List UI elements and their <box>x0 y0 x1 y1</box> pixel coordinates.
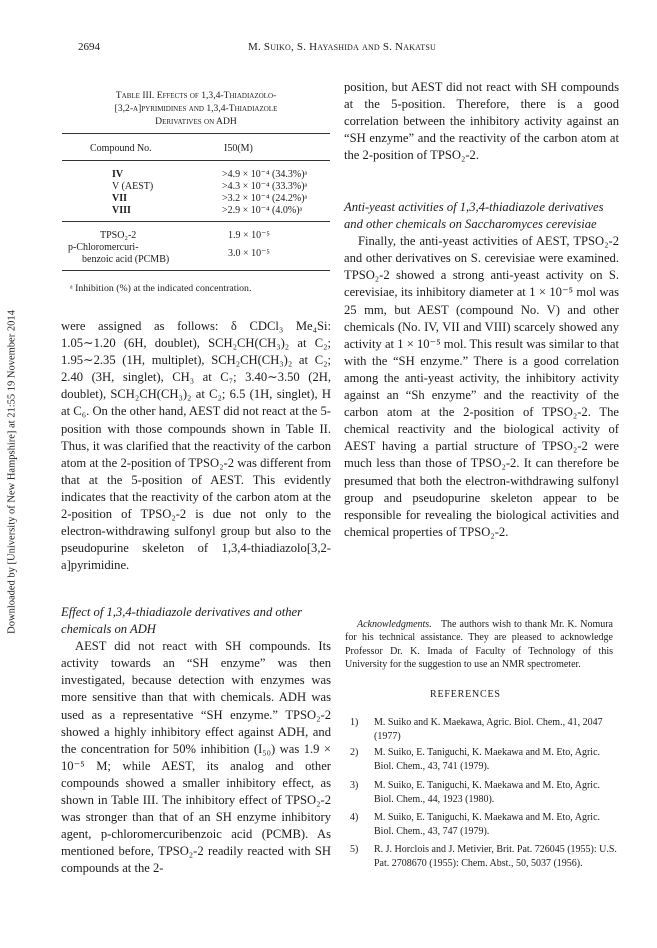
section-heading: Anti-yeast activities of 1,3,4-thiadiazole derivatives and other chemicals on Saccharomyces cerevisiae <box>344 200 604 232</box>
reference-item <box>350 811 618 838</box>
table-row-compound: V (AEST) <box>112 181 154 192</box>
table-row-compound: VIII <box>112 205 131 216</box>
table-row-compound: IV <box>112 169 124 180</box>
references-heading: REFERENCES <box>430 689 501 700</box>
reference-text: M. Suiko, E. Taniguchi, K. Maekawa and M. Eto, Agric. Biol. Chem., 43, 741 (1979). <box>374 747 601 772</box>
ack-text: The authors wish to thank Mr. K. Nomura for his technical assistance. They are pleased to acknowledge Professor Dr. K. Imada of Faculty of Technology of this University for the suggestion to use an NMR spectrometer. <box>345 619 613 671</box>
reference-number: 5) <box>350 844 359 855</box>
body-paragraph: position, but AEST did not react with SH compounds at the 5-position. Therefore, there is a good correlation between the inhibitory activity against an “SH enzyme” and the reactivity of the carbon atom at the 2-position of TPSO₂-2. <box>344 80 619 163</box>
table-header-rule <box>62 160 330 161</box>
section-heading: Effect of 1,3,4-thiadiazole derivatives and other chemicals on ADH <box>61 605 302 637</box>
acknowledgments <box>345 618 613 672</box>
left-column-text-1 <box>61 318 331 574</box>
page-number: 2694 <box>78 41 100 53</box>
right-column-text-1 <box>344 79 619 164</box>
reference-text: R. J. Horclois and J. Metivier, Brit. Pat. 726045 (1955): U.S. Pat. 2708670 (1955): Chem. Abst., 50, 5037 (1956). <box>374 844 617 869</box>
table-caption-line: Table III. Effects of 1,3,4-Thiadiazolo- <box>115 90 277 101</box>
table-caption <box>62 89 330 128</box>
table-caption-line: [3,2-a]pyrimidines and 1,3,4-Thiadiazole <box>114 103 278 114</box>
body-paragraph: Finally, the anti-yeast activities of AEST, TPSO₂-2 and other derivatives on S. cerevisiae were examined. TPSO₂-2 showed a strong anti-yeast activity on S. cerevisiae, its inhibitory diameter at 1 × 10⁻⁵ mol was 25 mm, but AEST (compound No. V) and other chemicals (No. IV, VII and VIII) scarcely showed any activity at 1 × 10⁻⁵ mol. This result was similar to that with the “SH enzyme.” There is a good correlation among the anti-yeast activity, the inhibitory activity against an “Sh enzyme” and the reactivity of the carbon atom at the 2-position of TPSO₂-2. The chemical reactivity and the biological activity of AEST having a partial structure of TPSO₂-2 were much less than those of TPSO₂-2. It can therefore be presumed that both the electron-withdrawing sulfonyl group and pseudopurine skeleton appear to be responsible for revealing the biological activities and chemical properties of TPSO₂-2. <box>344 234 619 539</box>
reference-item <box>350 716 618 743</box>
reference-text: M. Suiko, E. Taniguchi, K. Maekawa and M. Eto, Agric. Biol. Chem., 44, 1923 (1980). <box>374 780 601 805</box>
reference-item <box>350 843 618 870</box>
reference-item <box>350 746 618 773</box>
ack-label: Acknowledgments. <box>357 619 432 630</box>
table-header-compound: Compound No. <box>90 143 152 154</box>
table-row-value: >3.2 × 10⁻⁴ (24.2%)ᵃ <box>222 193 308 204</box>
running-header-authors: M. Suiko, S. Hayashida and S. Nakatsu <box>248 41 436 53</box>
reference-number: 1) <box>350 717 359 728</box>
body-paragraph: were assigned as follows: δ CDCl₃ Me₄Si: 1.05∼1.20 (6H, doublet), SCH₂CH(CH₃)₂ at C₂; 1.95∼2.35 (1H, multiplet), SCH₂CH(CH₃)₂ at C₂; 2.40 (3H, singlet), CH₃ at C₇; 3.40∼3.50 (2H, doublet), SCH₂CH(CH₃)₂ at C₂; 6.5 (1H, singlet), H at C₆. On the other hand, AEST did not react at the 5-position with those compounds shown in Table II. Thus, it was clarified that the reactivity of the carbon atom at the 2-position of TPSO₂-2 was different from that at the 5-position of AEST. This evidently indicates that the reactivity of the carbon atom at the 2-position of TPSO₂-2 is due not only to the electron-withdrawing sulfonyl group but also to the pseudopurine skeleton of 1,3,4-thiadiazolo[3,2-a]pyrimidine. <box>61 319 331 573</box>
download-side-note-text: Downloaded by [University of New Hampshire] at 21:55 19 November 2014 <box>6 310 18 634</box>
table-row-compound: p-Chloromercuri- <box>68 242 139 253</box>
download-side-note <box>6 260 18 684</box>
table-bottom-rule <box>62 270 330 271</box>
table-footnote: ᵃ Inhibition (%) at the indicated concentration. <box>70 283 252 294</box>
table-row-compound: TPSO₂-2 <box>100 230 137 241</box>
reference-item <box>350 779 618 806</box>
table-row-value: >2.9 × 10⁻⁴ (4.0%)ᵃ <box>222 205 303 216</box>
right-column-text-2 <box>344 199 619 541</box>
table-top-rule <box>62 133 330 134</box>
table-caption-line: Derivatives on ADH <box>155 116 237 127</box>
reference-number: 3) <box>350 780 359 791</box>
table-row-value: >4.9 × 10⁻⁴ (34.3%)ᵃ <box>222 169 308 180</box>
table-row-value: >4.3 × 10⁻⁴ (33.3%)ᵃ <box>222 181 308 192</box>
reference-text: M. Suiko, E. Taniguchi, K. Maekawa and M. Eto, Agric. Biol. Chem., 43, 747 (1979). <box>374 812 601 837</box>
table-row-compound: benzoic acid (PCMB) <box>82 254 170 265</box>
table-header-i50: I50(M) <box>224 143 253 154</box>
table-row-compound: VII <box>112 193 128 204</box>
table-row-value: 1.9 × 10⁻⁵ <box>228 230 270 241</box>
body-paragraph: AEST did not react with SH compounds. Its activity towards an “SH enzyme” was then investigated, because detection with enzymes was more sensitive than that with chemicals. ADH was used as a representative “SH enzyme.” TPSO₂-2 showed a highly inhibitory effect against ADH, and the concentration for 50% inhibition (I₅₀) was 1.9 × 10⁻⁵ M; while AEST, its analog and other compounds showed a smaller inhibitory effect, as shown in Table III. The inhibitory effect of TPSO₂-2 was stronger than that of an SH enzyme inhibitory agent, p-chloromercuribenzoic acid (PCMB). As mentioned before, TPSO₂-2 readily reacted with SH compounds at the 2- <box>61 639 331 876</box>
table-mid-rule <box>62 221 330 222</box>
ack-paragraph <box>345 618 613 672</box>
reference-text: M. Suiko and K. Maekawa, Agric. Biol. Chem., 41, 2047 (1977) <box>374 717 603 742</box>
reference-number: 4) <box>350 812 359 823</box>
reference-number: 2) <box>350 747 359 758</box>
left-column-text-2 <box>61 604 331 878</box>
table-row-value: 3.0 × 10⁻⁵ <box>228 248 270 259</box>
